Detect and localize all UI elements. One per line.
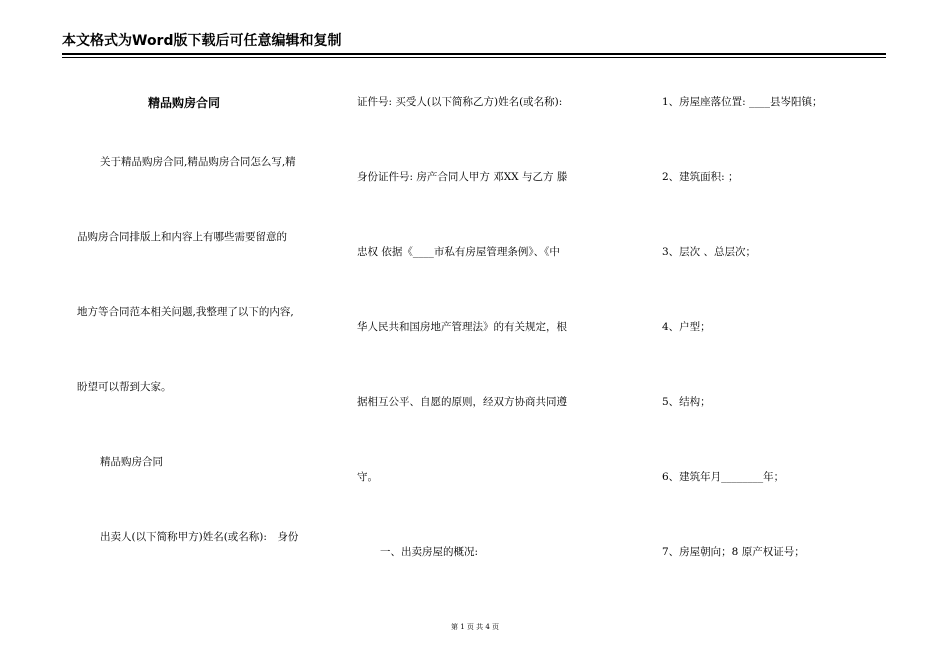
col3-line-3: 3、层次 、总层次； xyxy=(662,246,757,258)
header-rule-thick xyxy=(62,53,886,55)
col2-line-5: 据相互公平、自愿的原则，经双方协商共同遵 xyxy=(357,396,567,408)
document-title: 精品购房合同 xyxy=(148,96,221,110)
page-header: 本文格式为Word版下载后可任意编辑和复制 xyxy=(62,33,342,49)
col3-line-6: 6、建筑年月________年； xyxy=(662,471,785,483)
col3-line-5: 5、结构； xyxy=(662,396,711,408)
header-rule-thin xyxy=(62,57,886,58)
col1-line-6: 出卖人(以下简称甲方)姓名(或名称): 身份 xyxy=(100,531,299,543)
col2-line-2: 身份证件号: 房产合同人甲方 邓XX 与乙方 滕 xyxy=(357,171,568,183)
col2-line-1: 证件号: 买受人(以下简称乙方)姓名(或名称): xyxy=(357,96,563,108)
col3-line-2: 2、建筑面积: ； xyxy=(662,171,739,183)
col3-line-4: 4、户型； xyxy=(662,321,711,333)
col3-line-1: 1、房屋座落位置: ____县岑阳镇； xyxy=(662,96,823,108)
col2-line-4: 华人民共和国房地产管理法》的有关规定，根 xyxy=(357,321,567,333)
col2-line-6: 守。 xyxy=(357,471,378,483)
col2-line-7: 一、出卖房屋的概况: xyxy=(380,546,479,558)
col1-line-5: 精品购房合同 xyxy=(100,456,163,468)
col3-line-7: 7、房屋朝向；8 原产权证号； xyxy=(662,546,805,558)
col1-line-2: 品购房合同排版上和内容上有哪些需要留意的 xyxy=(77,231,287,243)
page-number-footer: 第 1 页 共 4 页 xyxy=(450,623,500,631)
col1-line-4: 盼望可以帮到大家。 xyxy=(77,381,172,393)
col1-line-1: 关于精品购房合同,精品购房合同怎么写,精 xyxy=(100,156,296,168)
col2-line-3: 忠权 依据《____市私有房屋管理条例》、《中 xyxy=(357,246,560,258)
col1-line-3: 地方等合同范本相关问题,我整理了以下的内容, xyxy=(77,306,294,318)
